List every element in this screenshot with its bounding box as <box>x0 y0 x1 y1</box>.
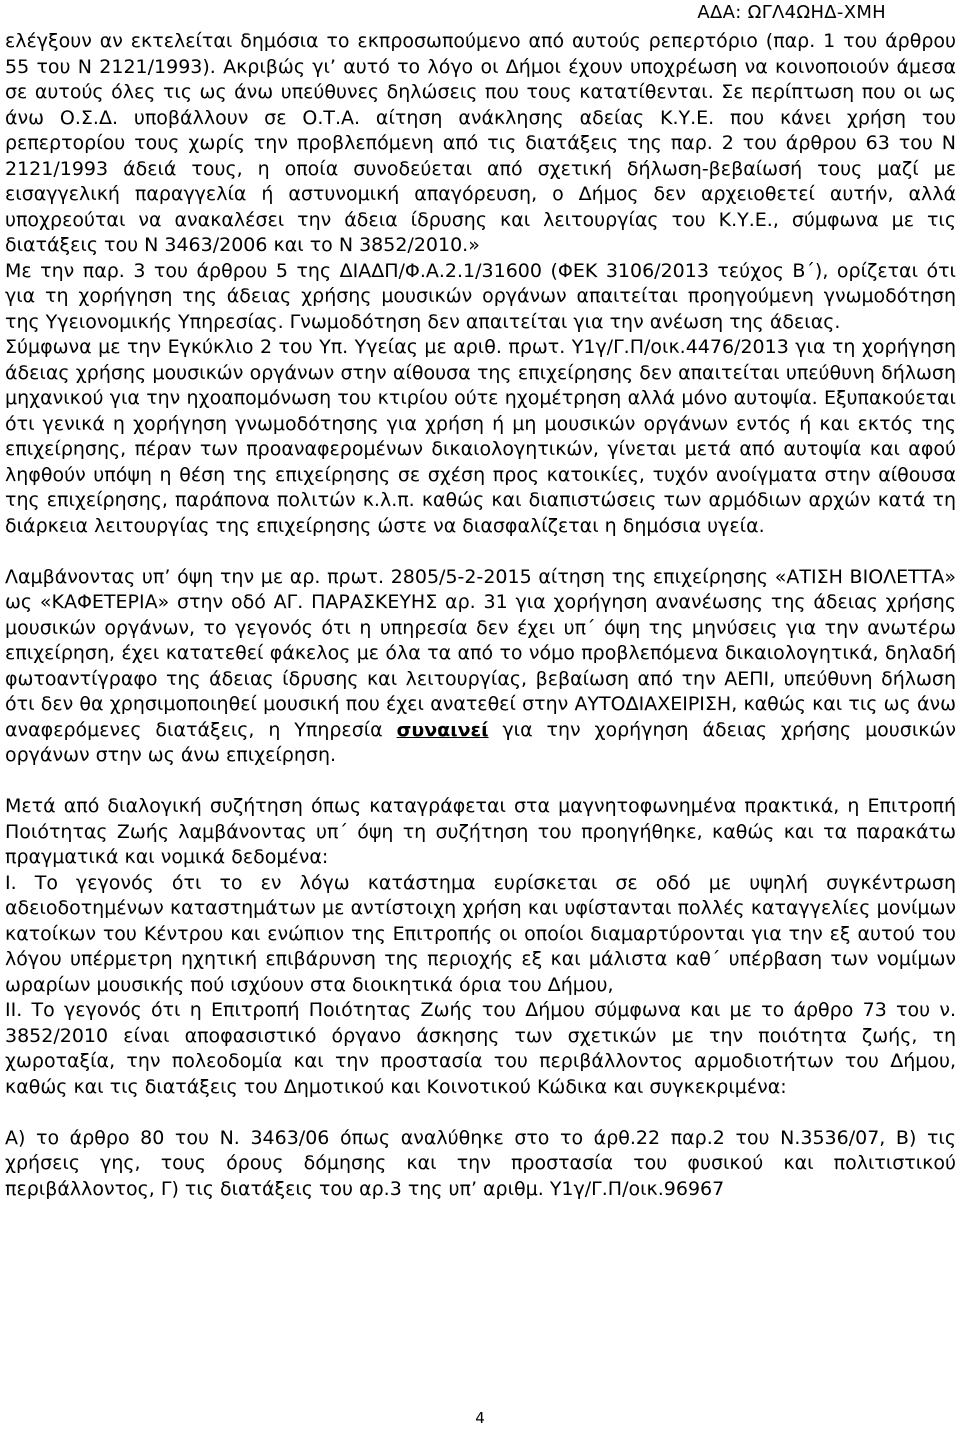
paragraph-5: Μετά από διαλογική συζήτηση όπως καταγράφεται στα μαγνητοφωνημένα πρακτικά, η Επιτροπή Ποιότητας Ζωής λαμβάνοντας υπ΄ όψη τη συζήτηση του προηγήθηκε, καθώς και τα παρακάτω πραγματικά και νομικά δεδομένα: <box>5 795 956 868</box>
paragraph-2: Με την παρ. 3 του άρθρου 5 της ΔΙΑΔΠ/Φ.Α.2.1/31600 (ΦΕΚ 3106/2013 τεύχος Β΄), ορίζεται ότι για τη χορήγηση της άδειας χρήσης μουσικών οργάνων απαιτείται προηγούμενη γνωμοδότηση της Υγειονομικής Υπηρεσίας. Γνωμοδότηση δεν απαιτείται για την ανέωση της άδειας. <box>5 259 956 333</box>
paragraph-8: Α) το άρθρο 80 του Ν. 3463/06 όπως αναλύθηκε στο το άρθ.22 παρ.2 του Ν.3536/07, Β) τις χρήσεις γης, τους όρους δόμησης και την προστασία του φυσικού και πολιτιστικού περιβάλλοντος, Γ) τις διατάξεις του αρ.3 της υπ’ αριθμ. Υ1γ/Γ.Π/οικ.96967 <box>5 1126 956 1200</box>
paragraph-7: II. Το γεγονός ότι η Επιτροπή Ποιότητας Ζωής του Δήμου σύμφωνα και με το άρθρο 73 του ν. 3852/2010 είναι αποφασιστικό όργανο άσκησης των σχετικών με την ποιότητα ζωής, τη χωροταξία, την πολεοδομία και την προστασία του περιβάλλοντος αρμοδιοτήτων του Δήμου, καθώς και τις διατάξεις του Δημοτικού και Κοινοτικού Κώδικα και συγκεκριμένα: <box>5 999 956 1098</box>
document-body <box>5 29 956 1202</box>
page-number: 4 <box>475 1409 485 1427</box>
paragraph-3: Σύμφωνα με την Εγκύκλιο 2 του Υπ. Υγείας με αριθ. πρωτ. Υ1γ/Γ.Π/οικ.4476/2013 για τη χορήγηση άδειας χρήσης μουσικών οργάνων στην αίθουσα της επιχείρησης δεν απαιτείται υπεύθυνη δήλωση μηχανικού για την ηχοαπομόνωση του κτιρίου ούτε ηχομέτρηση αλλά μόνο αυτοψία. Εξυπακούεται ότι γενικά η χορήγηση γνωμοδότησης για χρήση ή μη μουσικών οργάνων εντός ή και εκτός της επιχείρησης, πέραν των προαναφερομένων δικαιολογητικών, γίνεται μετά από αυτοψία και αφού ληφθούν υπόψη η θέση της επιχείρησης σε σχέση προς κατοικίες, τυχόν ανοίγματα στην αίθουσα της επιχείρησης, παράπονα πολιτών κ.λ.π. καθώς και διαπιστώσεις των αρμόδιων αρχών κατά τη διάρκεια λειτουργίας της επιχείρησης ώστε να διασφαλίζεται η δημόσια υγεία. <box>5 336 956 537</box>
ada-code: ΑΔΑ: ΩΓΛ4ΩΗΔ-ΧΜΗ <box>697 2 886 23</box>
paragraph-4-start: Λαμβάνοντας υπ’ όψη την με αρ. πρωτ. 2805/5-2-2015 αίτηση της επιχείρησης «ΑΤΙΣΗ ΒΙΟΛΕΤΤΑ» ως «ΚΑΦΕΤΕΡΙΑ» στην οδό ΑΓ. ΠΑΡΑΣΚΕΥΗΣ αρ. 31 για χορήγηση ανανέωσης της άδειας χρήσης μουσικών οργάνων, το γεγονός ότι η υπηρεσία δεν έχει υπ΄ όψη της μηνύσεις για την ανωτέρω επιχείρηση, έχει κατατεθεί φάκελος με όλα τα από το νόμο προβλεπόμενα δικαιολογητικά, δηλαδή φωτοαντίγραφο της άδειας ίδρυσης και λειτουργίας, βεβαίωση από την ΑΕΠΙ, υπεύθυνη δήλωση ότι δεν θα χρησιμοποιηθεί μουσική που έχει ανατεθεί στην ΑΥΤΟΔΙΑΧΕΙΡΙΣΗ, καθώς και τις ως άνω αναφερόμενες διατάξεις, η Υπηρεσία <box>5 565 956 741</box>
paragraph-6: I. Το γεγονός ότι το εν λόγω κατάστημα ευρίσκεται σε οδό με υψηλή συγκέντρωση αδειοδοτημένων καταστημάτων με αντίστοιχη χρήση και υφίστανται πολλές καταγγελίες μονίμων κατοίκων του Κέντρου και ενώπιον της Επιτροπής οι οποίοι διαμαρτύρονται για την εξ αυτού του λόγου υπέρμετρη ηχητική επιβάρυνση της περιοχής εξ και μάλιστα καθ΄ υπέρβαση των νομίμων ωραρίων μουσικής πού ισχύουν στα διοικητικά όρια του Δήμου, <box>5 871 956 996</box>
paragraph-4 <box>5 565 956 769</box>
paragraph-1: ελέγξουν αν εκτελείται δημόσια το εκπροσωπούμενο από αυτούς ρεπερτόριο (παρ. 1 του άρθρου 55 του Ν 2121/1993). Ακριβώς γι’ αυτό το λόγο οι Δήμοι έχουν υποχρέωση να κοινοποιούν άμεσα σε αυτούς όλες τις ως άνω υπεύθυνες δηλώσεις που τους κατατίθενται. Σε περίπτωση που οι ως άνω Ο.Σ.Δ. υποβάλλουν σε Ο.Τ.Α. αίτηση ανάκλησης αδείας Κ.Υ.Ε. που κάνει χρήση του ρεπερτορίου τους χωρίς την προβλεπόμενη από τις διατάξεις της παρ. 2 του άρθρου 63 του Ν 2121/1993 άδειά τους, η οποία συνοδεύεται από σχετική δήλωση-βεβαίωσή τους μαζί με εισαγγελική παραγγελία ή αστυνομική απαγόρευση, ο Δήμος δεν αρχειοθετεί αυτήν, αλλά υποχρεούται να ανακαλέσει την άδεια ίδρυσης και λειτουργίας του Κ.Υ.Ε., σύμφωνα με τις διατάξεις του Ν 3463/2006 και το Ν 3852/2010.» <box>5 30 956 256</box>
consent-emphasis: συναινεί <box>396 718 489 741</box>
paragraph-4-end: για την χορήγηση άδειας χρήσης μουσικών οργάνων στην ως άνω επιχείρηση. <box>5 718 956 766</box>
